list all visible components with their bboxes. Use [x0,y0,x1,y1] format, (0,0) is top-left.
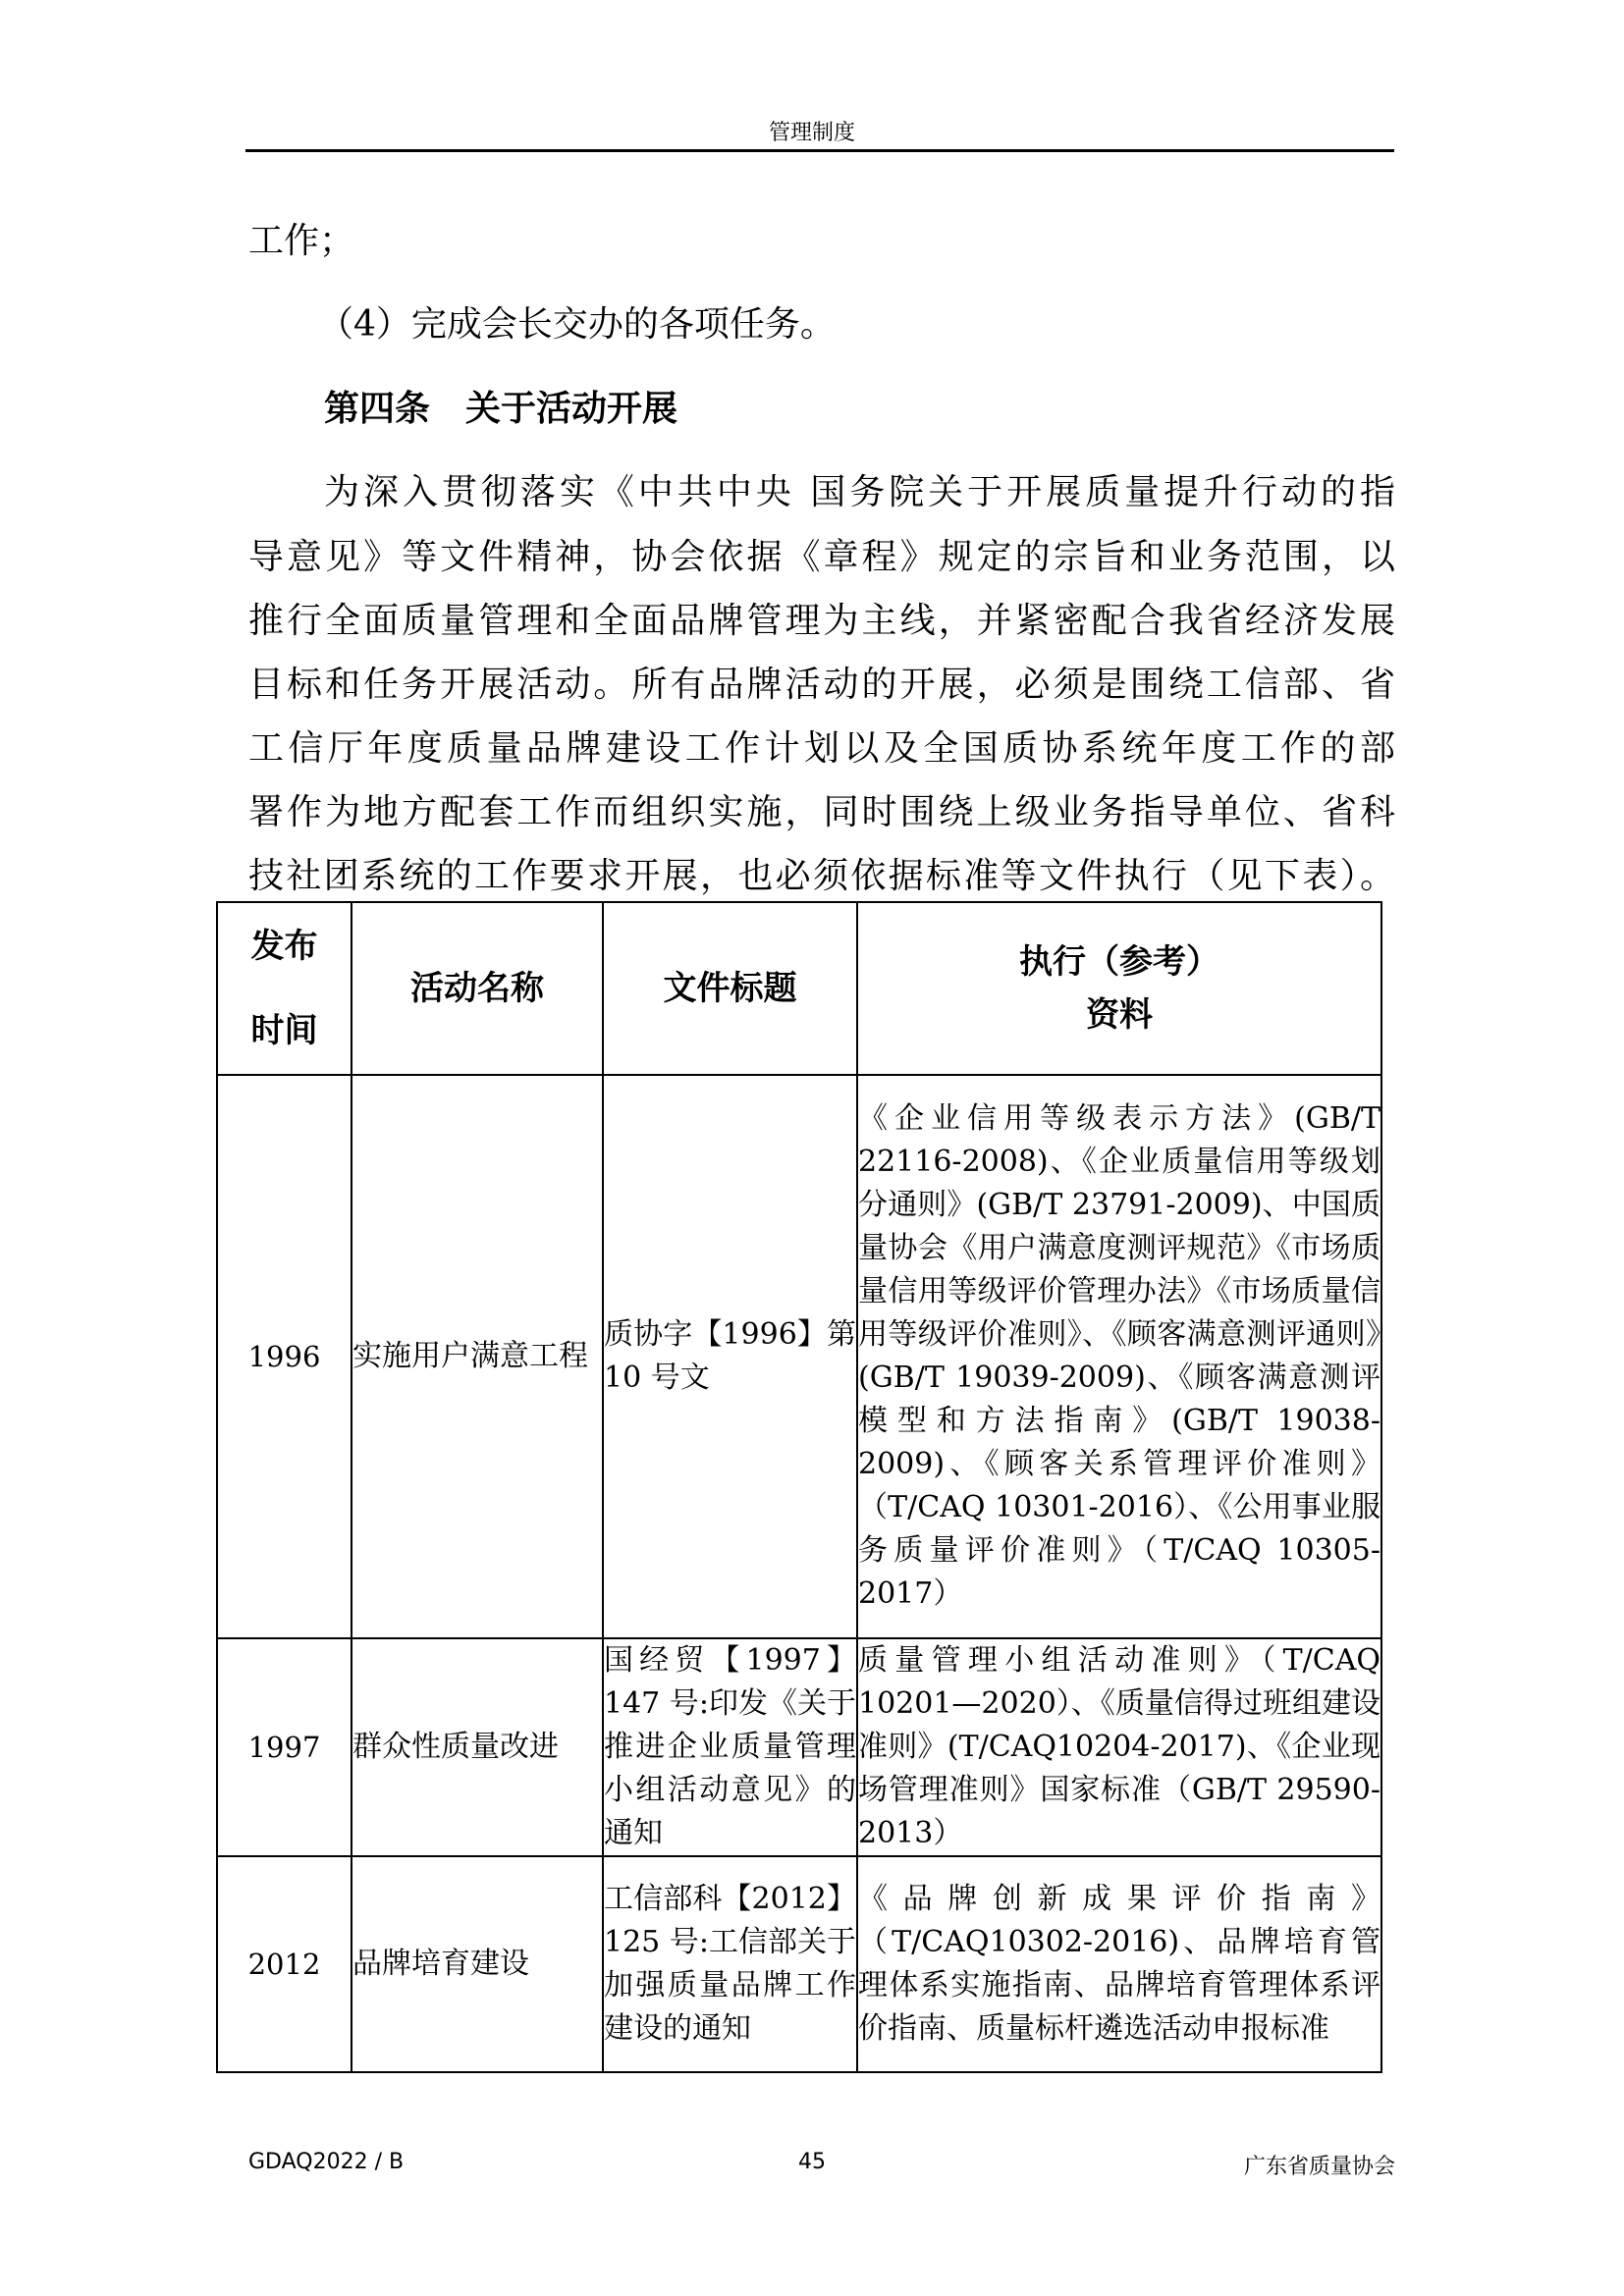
paragraph-line: 工信厅年度质量品牌建设工作计划以及全国质协系统年度工作的部 [248,728,1395,769]
running-header-title: 管理制度 [768,121,855,145]
article-heading: 第四条 关于活动开展 [324,389,678,429]
row-reference: 质量管理小组活动准则》（T/CAQ 10201—2020）、《质量信得过班组建设准则》(T/CAQ10204-2017)、《企业现场管理准则》国家标准（GB/T 29590-2013） [857,1638,1381,1856]
row-activity: 品牌培育建设 [352,1856,603,2072]
header-document: 文件标题 [603,902,857,1075]
header-reference-line2: 资料 [1086,995,1153,1035]
list-item-4: （4）完成会长交办的各项任务。 [318,304,836,345]
header-reference [857,902,1381,1075]
row-reference: 《企业信用等级表示方法》(GB/T 22116-2008)、《企业质量信用等级划分通则》(GB/T 23791-2009)、中国质量协会《用户满意度测评规范》《市场质量信用等级评价管理办法》《市场质量信用等级评价准则》、《顾客满意测评通则》(GB/T 19039-2009)、《顾客满意测评模型和方法指南》(GB/T 19038-2009)、《顾客关系管理评价准则》（T/CAQ 10301-2016）、《公用事业服务质量评价准则》（T/CAQ 10305-2017） [857,1075,1381,1638]
row-activity: 群众性质量改进 [352,1638,603,1856]
paragraph-line: 署作为地方配套工作而组织实施，同时围绕上级业务指导单位、省科 [248,792,1395,832]
row-document: 质协字【1996】第 10 号文 [603,1075,857,1638]
footer-organization: 广东省质量协会 [1243,2155,1395,2179]
header-activity: 活动名称 [352,902,603,1075]
header-reference-line1: 执行（参考） [1019,942,1219,982]
table-row [217,1638,1381,1856]
table-row [217,1856,1381,2072]
row-year: 1997 [217,1638,352,1856]
row-document: 国经贸【1997】147 号:印发《关于推进企业质量管理小组活动意见》的通知 [603,1638,857,1856]
paragraph-line: 推行全面质量管理和全面品牌管理为主线，并紧密配合我省经济发展 [248,601,1395,641]
table-row [217,1075,1381,1638]
table-header-row [217,902,1381,1075]
header-rule [245,149,1394,152]
continued-line: 工作； [248,221,355,261]
row-year: 2012 [217,1856,352,2072]
row-year: 1996 [217,1075,352,1638]
row-activity: 实施用户满意工程 [352,1075,603,1638]
row-reference: 《品牌创新成果评价指南》（T/CAQ10302-2016)、品牌培育管理体系实施指南、品牌培育管理体系评价指南、质量标杆遴选活动申报标准 [857,1856,1381,2072]
footer-doc-code: GDAQ2022 / B [248,2150,405,2174]
header-date-line2: 时间 [250,1011,318,1050]
paragraph-line: 为深入贯彻落实《中共中央 国务院关于开展质量提升行动的指 [324,472,1395,512]
paragraph-line: 技社团系统的工作要求开展，也必须依据标准等文件执行（见下表）。 [248,856,1395,896]
header-date-line1: 发布 [250,927,318,966]
row-document: 工信部科【2012】125 号:工信部关于加强质量品牌工作建设的通知 [603,1856,857,2072]
header-date [217,902,352,1075]
paragraph-line: 目标和任务开展活动。所有品牌活动的开展，必须是围绕工信部、省 [248,665,1395,705]
paragraph-line: 导意见》等文件精神，协会依据《章程》规定的宗旨和业务范围，以 [248,537,1395,577]
footer-page-number: 45 [798,2150,826,2174]
activity-standards-table [216,901,1382,2073]
